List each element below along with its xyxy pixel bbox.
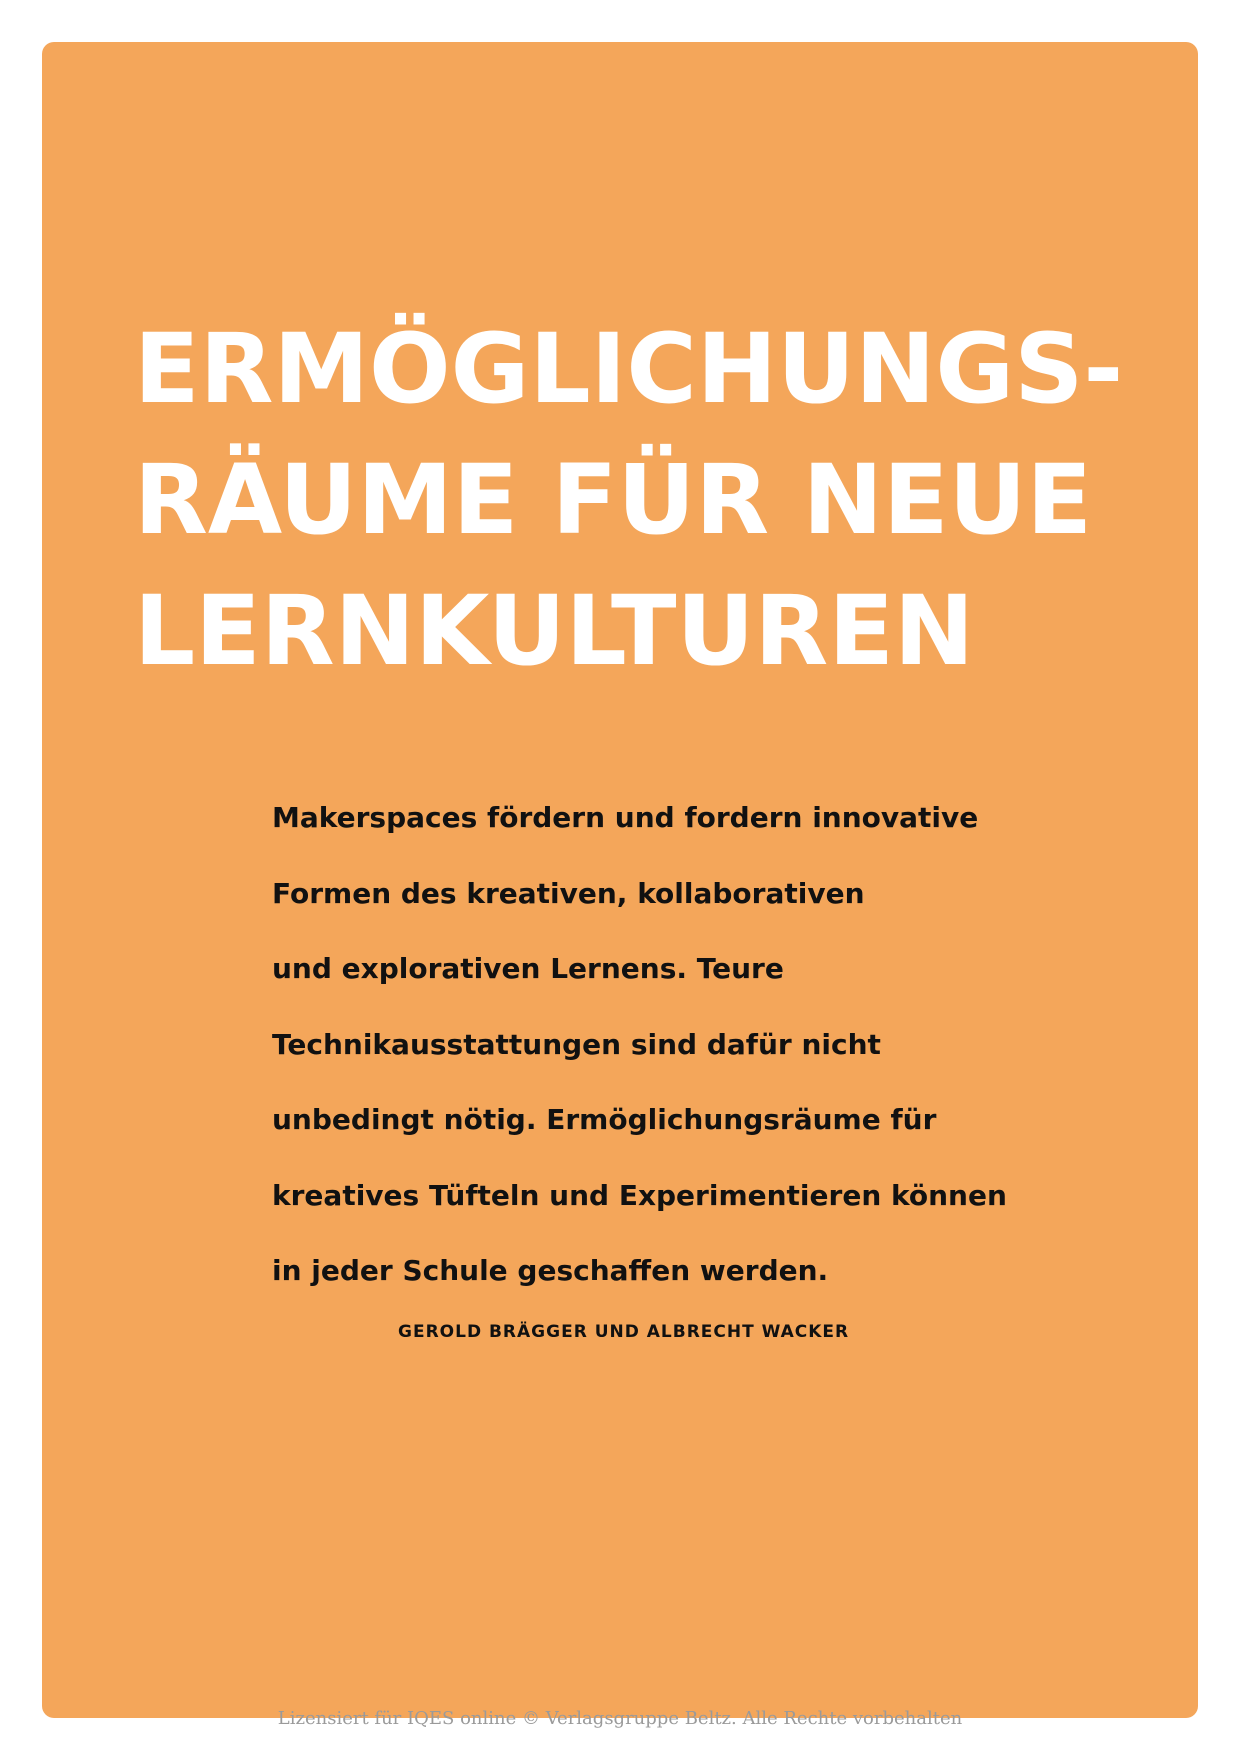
title-line-1: ERMÖGLICHUNGS- [134,313,1124,425]
article-title [134,282,1214,719]
lede-line-3: und explorativen Lernens. Teure [272,952,784,985]
lede-line-6: kreatives Tüfteln und Experimentieren können [272,1178,1007,1212]
article-lede [272,780,1032,1309]
title-line-2: RÄUME FÜR NEUE [134,444,1093,556]
lede-line-5: unbedingt nötig. Ermöglichungsräume für [272,1103,937,1136]
article-authors: GEROLD BRÄGGER UND ALBRECHT WACKER [398,1322,850,1342]
title-line-3: LERNKULTUREN [134,575,975,687]
lede-line-1: Makerspaces fördern und fordern innovative [272,801,979,834]
lede-line-2: Formen des kreativen, kollaborativen [272,876,865,910]
license-footer: Lizensiert für IQES online © Verlagsgruppe Beltz. Alle Rechte vorbehalten [277,1708,963,1729]
lede-line-4: Technikausstattungen sind dafür nicht [272,1027,881,1061]
lede-line-7: in jeder Schule geschaffen werden. [272,1254,829,1287]
